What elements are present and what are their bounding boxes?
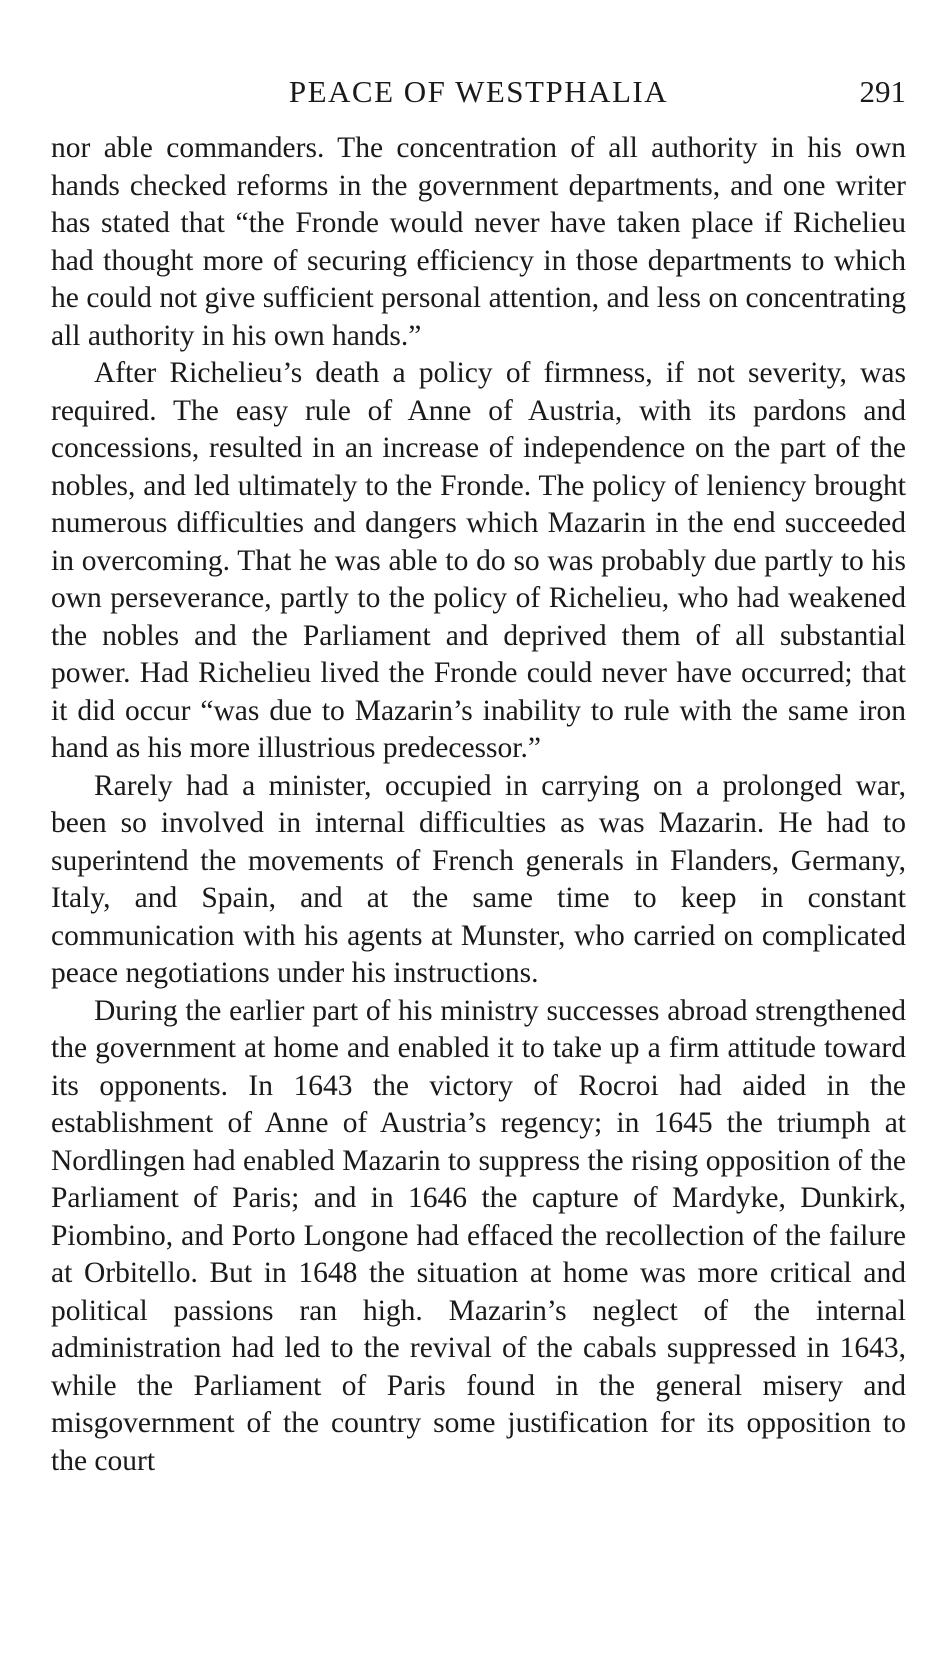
paragraph-continued: nor able commanders. The concentration of all authority in his own hands checked reforms in the government departments, and one writer has stated that “the Fronde would never have taken place if Richelieu had thought more of securing efficiency in those departments to which he could not give sufficient personal attention, and less on concentrating all authority in his own hands.” [51, 132, 906, 352]
paragraph: After Richelieu’s death a policy of firmness, if not severity, was required. The easy rule of Anne of Austria, with its pardons and concessions, resulted in an increase of independence on the part of the nobles, and led ultimately to the Fronde. The policy of leniency brought numerous difficulties and dangers which Mazarin in the end succeeded in overcoming. That he was able to do so was probably due partly to his own perseverance, partly to the policy of Richelieu, who had weakened the nobles and the Parliament and deprived them of all substantial power. Had Richelieu lived the Fronde could never have occurred; that it did occur “was due to Mazarin’s inability to rule with the same iron hand as his more illustrious predecessor.” [51, 357, 906, 764]
paragraph: During the earlier part of his ministry successes abroad strengthened the government at home and enabled it to take up a firm attitude toward its opponents. In 1643 the victory of Rocroi had aided in the establishment of Anne of Austria’s regency; in 1645 the triumph at Nordlingen had enabled Mazarin to suppress the rising opposition of the Parliament of Paris; and in 1646 the capture of Mardyke, Dunkirk, Piombino, and Porto Longone had effaced the recollection of the failure at Orbitello. But in 1648 the situation at home was more critical and political passions ran high. Mazarin’s neglect of the internal administration had led to the revival of the cabals suppressed in 1643, while the Parliament of Paris found in the general misery and misgovernment of the country some justification for its opposition to the court [51, 994, 906, 1477]
page-header [51, 72, 906, 112]
body-text [51, 130, 906, 1480]
book-page [51, 72, 906, 1480]
paragraph: Rarely had a minister, occupied in carrying on a prolonged war, been so involved in internal difficulties as was Mazarin. He had to superintend the movements of French generals in Flanders, Germany, Italy, and Spain, and at the same time to keep in constant communication with his agents at Munster, who carried on complicated peace negotiations under his instructions. [51, 769, 906, 989]
running-title: PEACE OF WESTPHALIA [288, 74, 669, 109]
page-number: 291 [859, 74, 906, 109]
